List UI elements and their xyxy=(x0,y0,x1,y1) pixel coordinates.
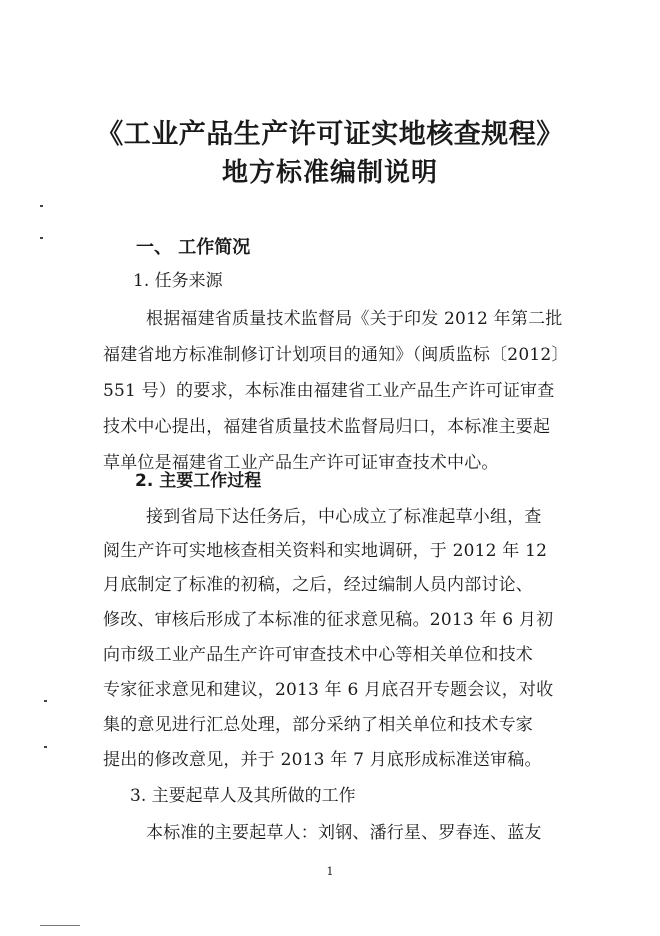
paragraph-line: 草单位是福建省工业产品生产许可证审查技术中心。 xyxy=(103,453,499,473)
subheading-drafters: 3. 主要起草人及其所做的工作 xyxy=(130,786,356,806)
paragraph-line: 根据福建省质量技术监督局《关于印发 2012 年第二批 xyxy=(146,309,563,329)
paragraph-line: 专家征求意见和建议，2013 年 6 月底召开专题会议，对收 xyxy=(103,680,554,700)
scan-speck xyxy=(40,205,43,207)
page-number: 1 xyxy=(326,865,334,878)
scan-speck xyxy=(40,237,43,239)
paragraph-line: 向市级工业产品生产许可审查技术中心等相关单位和技术 xyxy=(103,645,533,665)
paragraph-line: 修改、审核后形成了本标准的征求意见稿。2013 年 6 月初 xyxy=(103,610,554,630)
scan-speck xyxy=(44,746,47,748)
document-title: 《工业产品生产许可证实地核查规程》 xyxy=(96,119,564,150)
paragraph-line: 福建省地方标准制修订计划项目的通知》（闽质监标〔2012〕 xyxy=(103,345,569,365)
paragraph-line: 接到省局下达任务后，中心成立了标准起草小组，查 xyxy=(146,507,542,527)
paragraph-line: 551 号）的要求，本标准由福建省工业产品生产许可证审查 xyxy=(103,381,555,401)
document-subtitle: 地方标准编制说明 xyxy=(221,158,438,188)
scan-speck xyxy=(44,700,47,702)
paragraph-line: 本标准的主要起草人：刘钢、潘行星、罗春连、蓝友 xyxy=(146,823,542,843)
scan-edge-line xyxy=(40,925,80,926)
paragraph-line: 阅生产许可实地核查相关资料和实地调研，于 2012 年 12 xyxy=(103,541,548,561)
paragraph-line: 技术中心提出，福建省质量技术监督局归口，本标准主要起 xyxy=(103,417,551,437)
subheading-work-process: 2. 主要工作过程 xyxy=(135,471,262,491)
paragraph-line: 提出的修改意见，并于 2013 年 7 月底形成标准送审稿。 xyxy=(103,750,542,770)
section-heading-work-overview: 一、 工作简况 xyxy=(136,237,251,258)
paragraph-line: 集的意见进行汇总处理，部分采纳了相关单位和技术专家 xyxy=(103,715,533,735)
subheading-task-source: 1. 任务来源 xyxy=(133,271,223,291)
paragraph-line: 月底制定了标准的初稿，之后，经过编制人员内部讨论、 xyxy=(103,575,533,595)
